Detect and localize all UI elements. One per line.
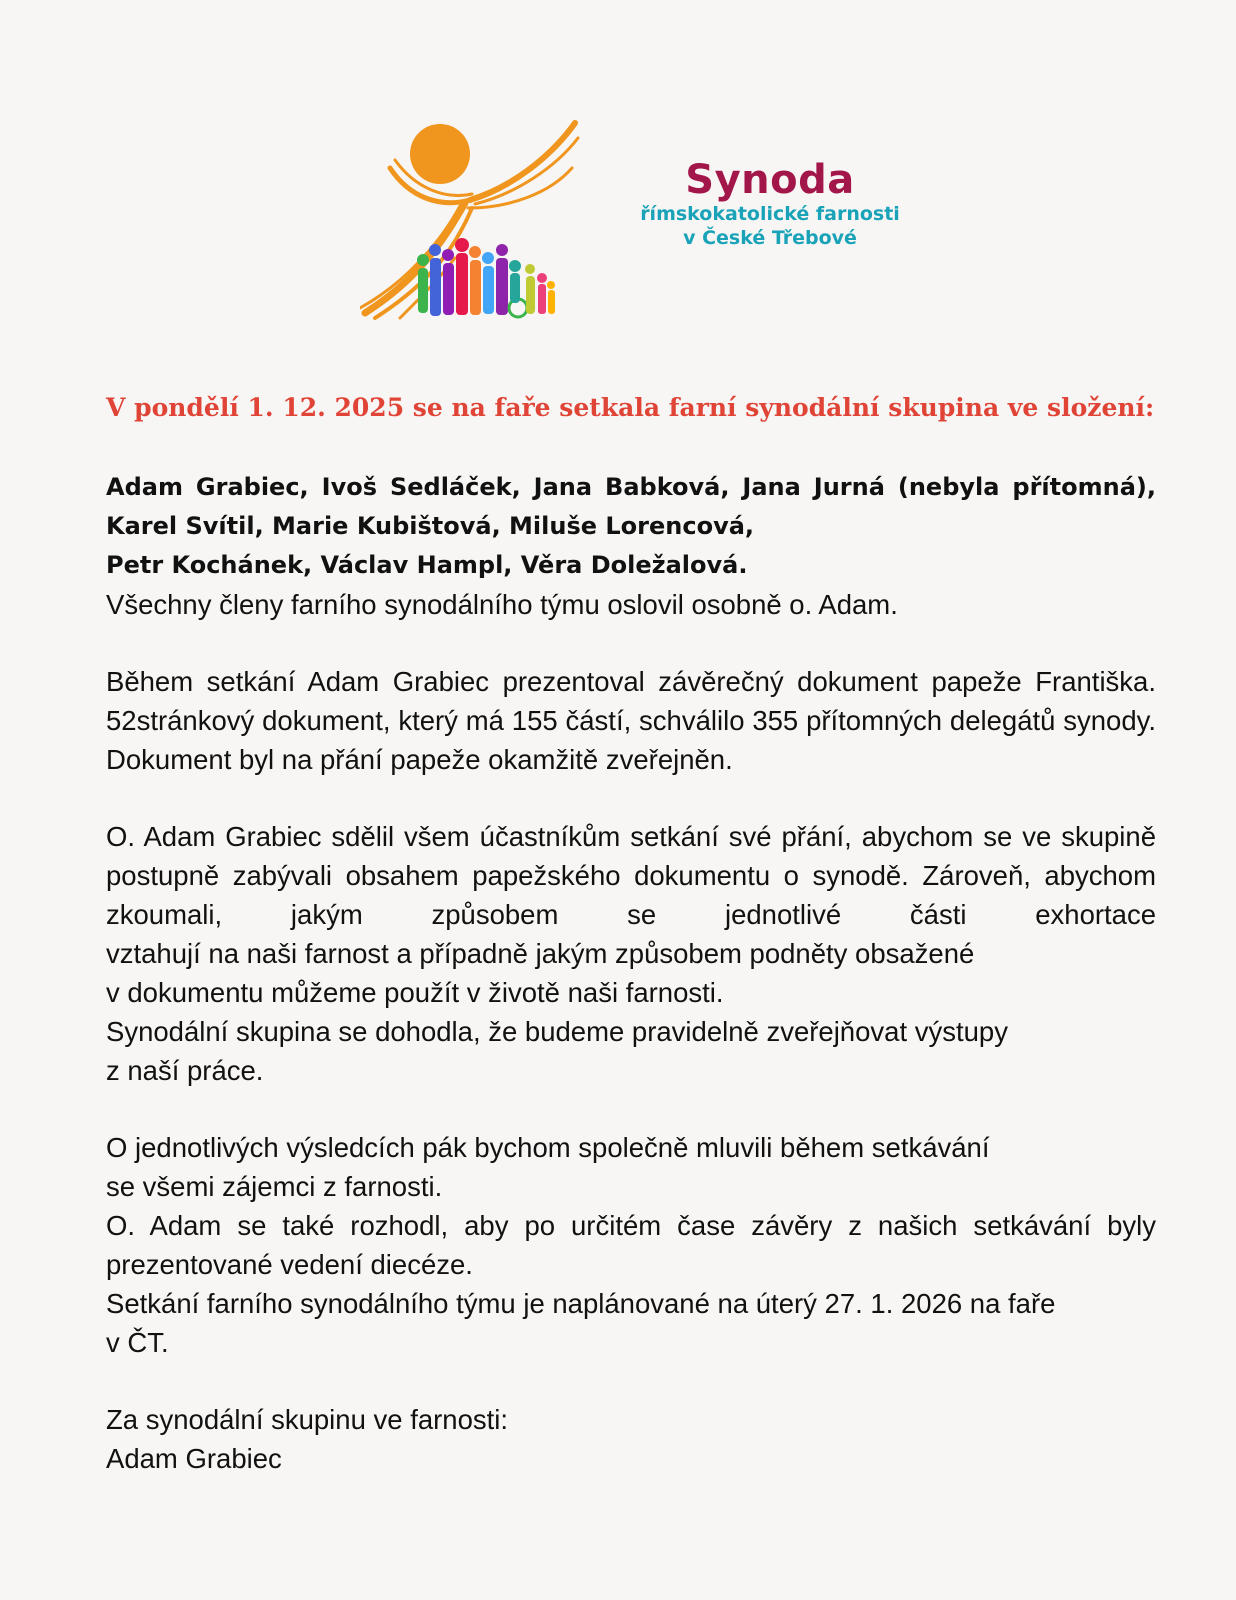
paragraph-wish-line7: z naší práce. [106, 1055, 264, 1086]
members-list-line2: Petr Kochánek, Václav Hampl, Věra Doležalová. [106, 551, 748, 579]
brand-title: Synoda [685, 157, 855, 203]
paragraph-wish-line6: Synodální skupina se dohodla, že budeme pravidelně zveřejňovat výstupy [106, 1016, 1008, 1047]
members-section [106, 468, 1156, 624]
brand-subtitle-2: v České Třebové [683, 227, 857, 249]
meeting-headline: V pondělí 1. 12. 2025 se na faře setkala farní synodální skupina ve složení: [106, 393, 1155, 422]
document-body [106, 390, 1156, 1478]
members-list-line1: Adam Grabiec, Ivoš Sedláček, Jana Babková, Jana Jurná (nebyla přítomná), Karel Svítil, Marie Kubištová, Miluše Lorencová, [106, 473, 1156, 540]
brand-subtitle-1: římskokatolické farnosti [640, 203, 900, 225]
paragraph-results-justified: O. Adam se také rozhodl, aby po určitém čase závěry z našich setkávání byly prezentované vedení diecéze. [106, 1210, 1156, 1280]
members-note: Všechny členy farního synodálního týmu oslovil osobně o. Adam. [106, 589, 898, 620]
paragraph-document-text: Během setkání Adam Grabiec prezentoval závěrečný dokument papeže Františka. 52stránkový dokument, který má 155 částí, schválilo 355 přítomných delegátů synody. Dokument byl na přání papeže okamžitě zveřejněn. [106, 666, 1156, 775]
header [360, 108, 920, 338]
paragraph-wish-justified: O. Adam Grabiec sdělil všem účastníkům setkání své přání, abychom se ve skupině postupně zabývali obsahem papežského dokumentu o synodě. Zároveň, abychom zkoumali, jakým způsobem se jednotlivé části exhortace [106, 821, 1156, 930]
paragraph-results-line5: Setkání farního synodálního týmu je naplánované na úterý 27. 1. 2026 na faře [106, 1288, 1056, 1319]
paragraph-wish-line4: vztahují na naši farnost a případně jakým způsobem podněty obsažené [106, 938, 975, 969]
signature-name: Adam Grabiec [106, 1443, 282, 1474]
paragraph-document [106, 662, 1156, 779]
paragraph-results-line1: O jednotlivých výsledcích pák bychom společně mluvili během setkávání [106, 1132, 990, 1163]
signature [106, 1400, 1156, 1478]
synod-logo-icon [360, 108, 590, 338]
paragraph-results [106, 1128, 1156, 1362]
paragraph-results-line6: v ČT. [106, 1327, 169, 1358]
paragraph-wish-line5: v dokumentu můžeme použít v životě naši farnosti. [106, 977, 724, 1008]
paragraph-results-line2: se všemi zájemci z farnosti. [106, 1171, 443, 1202]
brand-block [620, 158, 920, 250]
paragraph-wish [106, 817, 1156, 1090]
signature-line1: Za synodální skupinu ve farnosti: [106, 1404, 509, 1435]
